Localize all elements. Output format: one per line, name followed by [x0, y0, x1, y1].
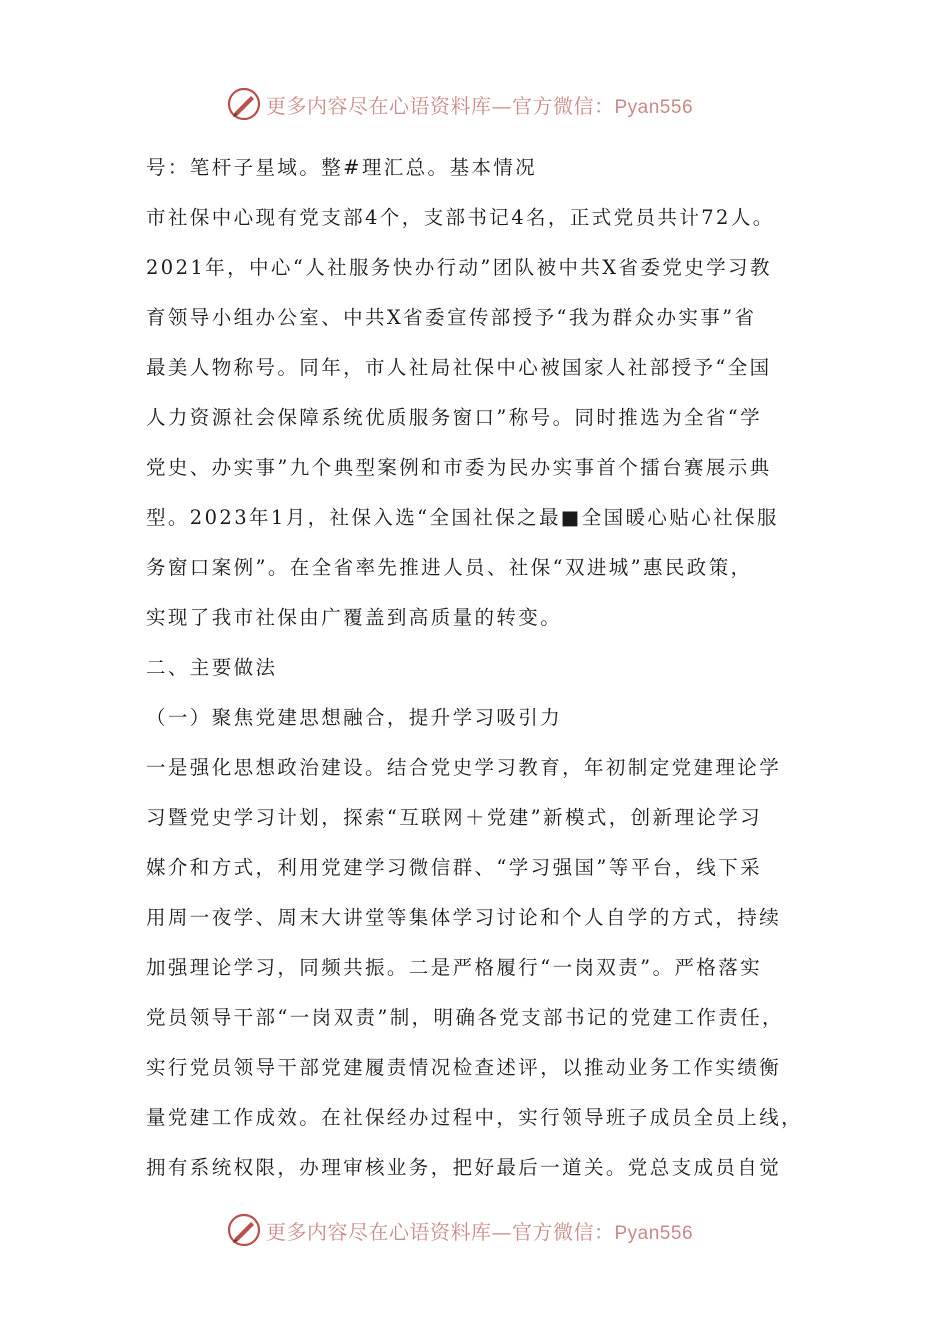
body-line: 党史、办实事”九个典型案例和市委为民办实事首个擂台赛展示典 — [146, 456, 772, 479]
subsection-heading: （一）聚焦党建思想融合，提升学习吸引力 — [146, 706, 563, 729]
body-line: 育领导小组办公室、中共X省委宣传部授予“我为群众办实事”省 — [146, 306, 757, 329]
body-line: 市社保中心现有党支部4个，支部书记4名，正式党员共计72人。 — [146, 206, 775, 229]
watermark-banner-top — [226, 84, 693, 124]
watermark-site-text: 更多内容尽在心语资料库— — [266, 93, 512, 118]
body-line: 加强理论学习，同频共振。二是严格履行“一岗双责”。严格落实 — [146, 956, 763, 979]
watermark-wechat-id: Pyan556 — [614, 96, 694, 118]
document-body — [146, 143, 814, 1193]
section-heading: 二、主要做法 — [146, 656, 278, 679]
body-line: 用周一夜学、周末大讲堂等集体学习讨论和个人自学的方式，持续 — [146, 906, 782, 929]
body-line: 务窗口案例”。在全省率先推进人员、社保“双进城”惠民政策， — [146, 556, 753, 579]
body-line: 习暨党史学习计划，探索“互联网＋党建”新模式，创新理论学习 — [146, 806, 763, 829]
watermark-wechat-label: 官方微信： — [512, 1219, 615, 1244]
watermark-banner-bottom — [226, 1210, 693, 1250]
watermark-wechat-label: 官方微信： — [512, 93, 615, 118]
watermark-text — [266, 1216, 693, 1245]
body-line: 媒介和方式，利用党建学习微信群、“学习强国”等平台，线下采 — [146, 856, 763, 879]
body-line: 人力资源社会保障系统优质服务窗口”称号。同时推选为全省“学 — [146, 406, 763, 429]
watermark-site-text: 更多内容尽在心语资料库— — [266, 1219, 512, 1244]
body-line: 最美人物称号。同年，市人社局社保中心被国家人社部授予“全国 — [146, 356, 772, 379]
watermark-wechat-id: Pyan556 — [614, 1222, 694, 1244]
pen-logo-icon — [226, 86, 262, 122]
body-line: 实行党员领导干部党建履责情况检查述评，以推动业务工作实绩衡 — [146, 1056, 782, 1079]
body-line: 号：笔杆子星域。整#理汇总。基本情况 — [146, 156, 538, 179]
pen-logo-icon — [226, 1212, 262, 1248]
watermark-text — [266, 90, 693, 119]
body-line: 量党建工作成效。在社保经办过程中，实行领导班子成员全员上线， — [146, 1106, 804, 1129]
body-line: 2021年，中心“人社服务快办行动”团队被中共X省委党史学习教 — [146, 256, 772, 279]
body-line: 型。2023年1月，社保入选“全国社保之最■全国暖心贴心社保服 — [146, 506, 779, 529]
body-line: 实现了我市社保由广覆盖到高质量的转变。 — [146, 606, 563, 629]
body-line: 党员领导干部“一岗双责”制，明确各党支部书记的党建工作责任， — [146, 1006, 784, 1029]
body-line: 一是强化思想政治建设。结合党史学习教育，年初制定党建理论学 — [146, 756, 782, 779]
body-line: 拥有系统权限，办理审核业务，把好最后一道关。党总支成员自觉 — [146, 1156, 782, 1179]
